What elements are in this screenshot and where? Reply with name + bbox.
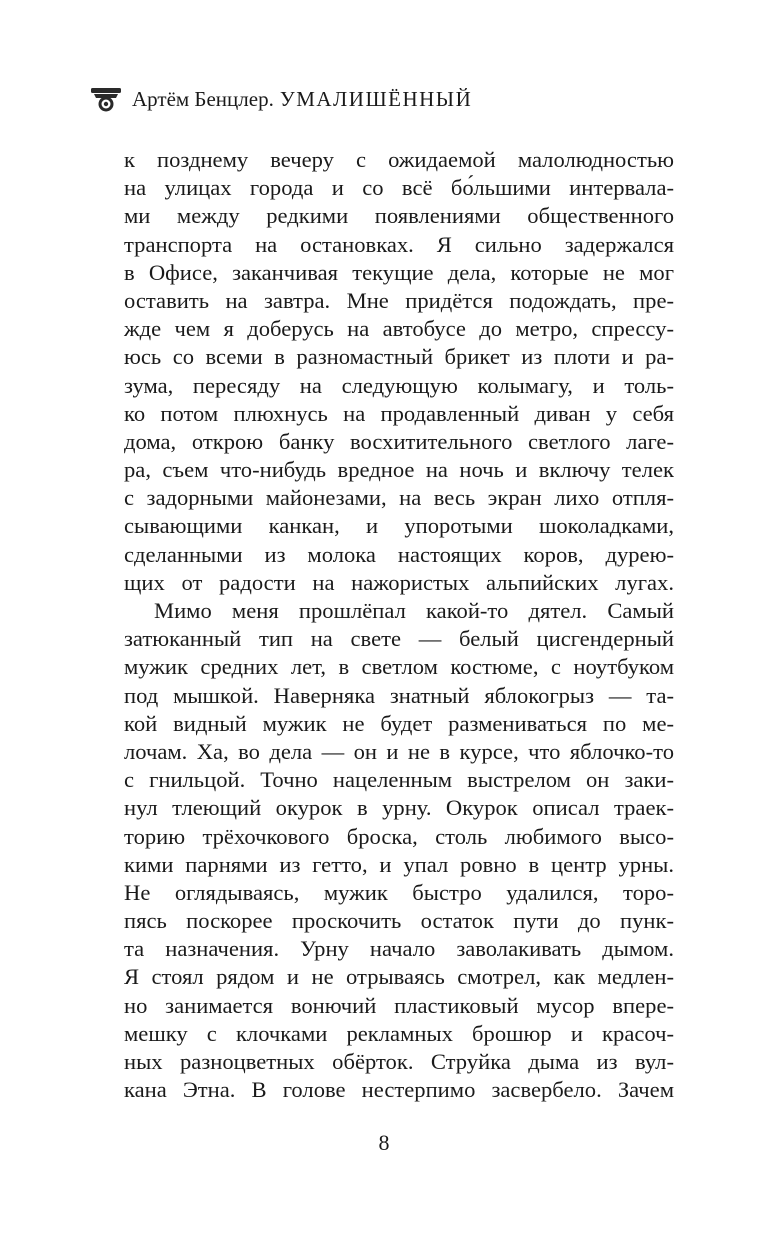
text-line: кими парнями из гетто, и упал ровно в центр урны.: [124, 851, 674, 877]
header-book-title: УМАЛИШЁННЫЙ: [279, 86, 473, 111]
text-line: дома, открою банку восхитительного светлого лаге-: [124, 428, 674, 454]
text-line: Мимо меня прошлёпал какой-то дятел. Самый: [154, 598, 674, 623]
text-line: кана Этна. В голове нестерпимо засвербело. Зачем: [124, 1077, 674, 1103]
text-line: с задорными майонезами, на весь экран лихо отпля-: [124, 485, 674, 511]
text-line: лочам. Ха, во дела — он и не в курсе, что яблочко-то: [124, 738, 674, 764]
text-line: та назначения. Урну начало заволакивать дымом.: [124, 936, 674, 962]
text-line: нул тлеющий окурок в урну. Окурок описал траек-: [124, 795, 674, 821]
text-line: оставить на завтра. Мне придётся подождать, пре-: [124, 287, 674, 313]
text-line: кой видный мужик не будет размениваться по ме-: [124, 710, 674, 736]
header-separator: .: [268, 86, 274, 111]
running-header: [90, 84, 472, 114]
text-line: Не оглядываясь, мужик быстро удалился, торо-: [124, 879, 674, 905]
text-line: под мышкой. Наверняка знатный яблокогрыз — та-: [124, 682, 674, 708]
text-line: торию трёхочкового броска, столь любимого высо-: [124, 823, 674, 849]
text-line: ных разноцветных обёрток. Струйка дыма из вул-: [124, 1049, 674, 1074]
text-line: в Офисе, заканчивая текущие дела, которые не мог: [124, 259, 674, 285]
text-line: жде чем я доберусь на автобусе до метро, спрессу-: [124, 316, 674, 342]
text-line: мешку с клочками рекламных брошюр и красоч-: [124, 1020, 674, 1046]
text-line: транспорта на остановках. Я сильно задержался: [124, 231, 674, 257]
text-line: но занимается вонючий пластиковый мусор впере-: [124, 992, 674, 1018]
text-line: зума, пересяду на следующую колымагу, и толь-: [124, 372, 674, 398]
text-line: Я стоял рядом и не отрываясь смотрел, как медлен-: [124, 964, 674, 990]
text-line: ра, съем что-нибудь вредное на ночь и включу телек: [124, 457, 674, 483]
text-line: на улицах города и со всё бо́льшими интервала-: [124, 175, 674, 201]
text-line: с гнильцой. Точно нацеленным выстрелом он заки-: [124, 767, 674, 793]
text-line: затюканный тип на свете — белый цисгендерный: [124, 626, 674, 652]
text-line: пясь поскорее проскочить остаток пути до пунк-: [124, 908, 674, 934]
page-number: 8: [378, 1130, 390, 1155]
text-line: юсь со всеми в разномастный брикет из плоти и ра-: [124, 344, 674, 370]
text-line: щих от радости на нажористых альпийских лугах.: [124, 569, 674, 595]
book-logo-icon: [90, 85, 122, 113]
paragraph: [124, 597, 674, 1104]
text-line: мужик средних лет, в светлом костюме, с ноутбуком: [124, 654, 674, 680]
text-line: ко потом плюхнусь на продавленный диван у себя: [124, 400, 674, 426]
header-author: Артём Бенцлер: [132, 86, 269, 111]
page-body-text: [124, 146, 674, 1104]
text-line: сделанными из молока настоящих коров, дурею-: [124, 541, 674, 567]
text-line: ми между редкими появлениями общественного: [124, 203, 674, 229]
text-line: сывающими канкан, и упоротыми шоколадками,: [124, 513, 674, 539]
text-line: к позднему вечеру с ожидаемой малолюдностью: [124, 147, 674, 172]
paragraph: [124, 146, 674, 597]
